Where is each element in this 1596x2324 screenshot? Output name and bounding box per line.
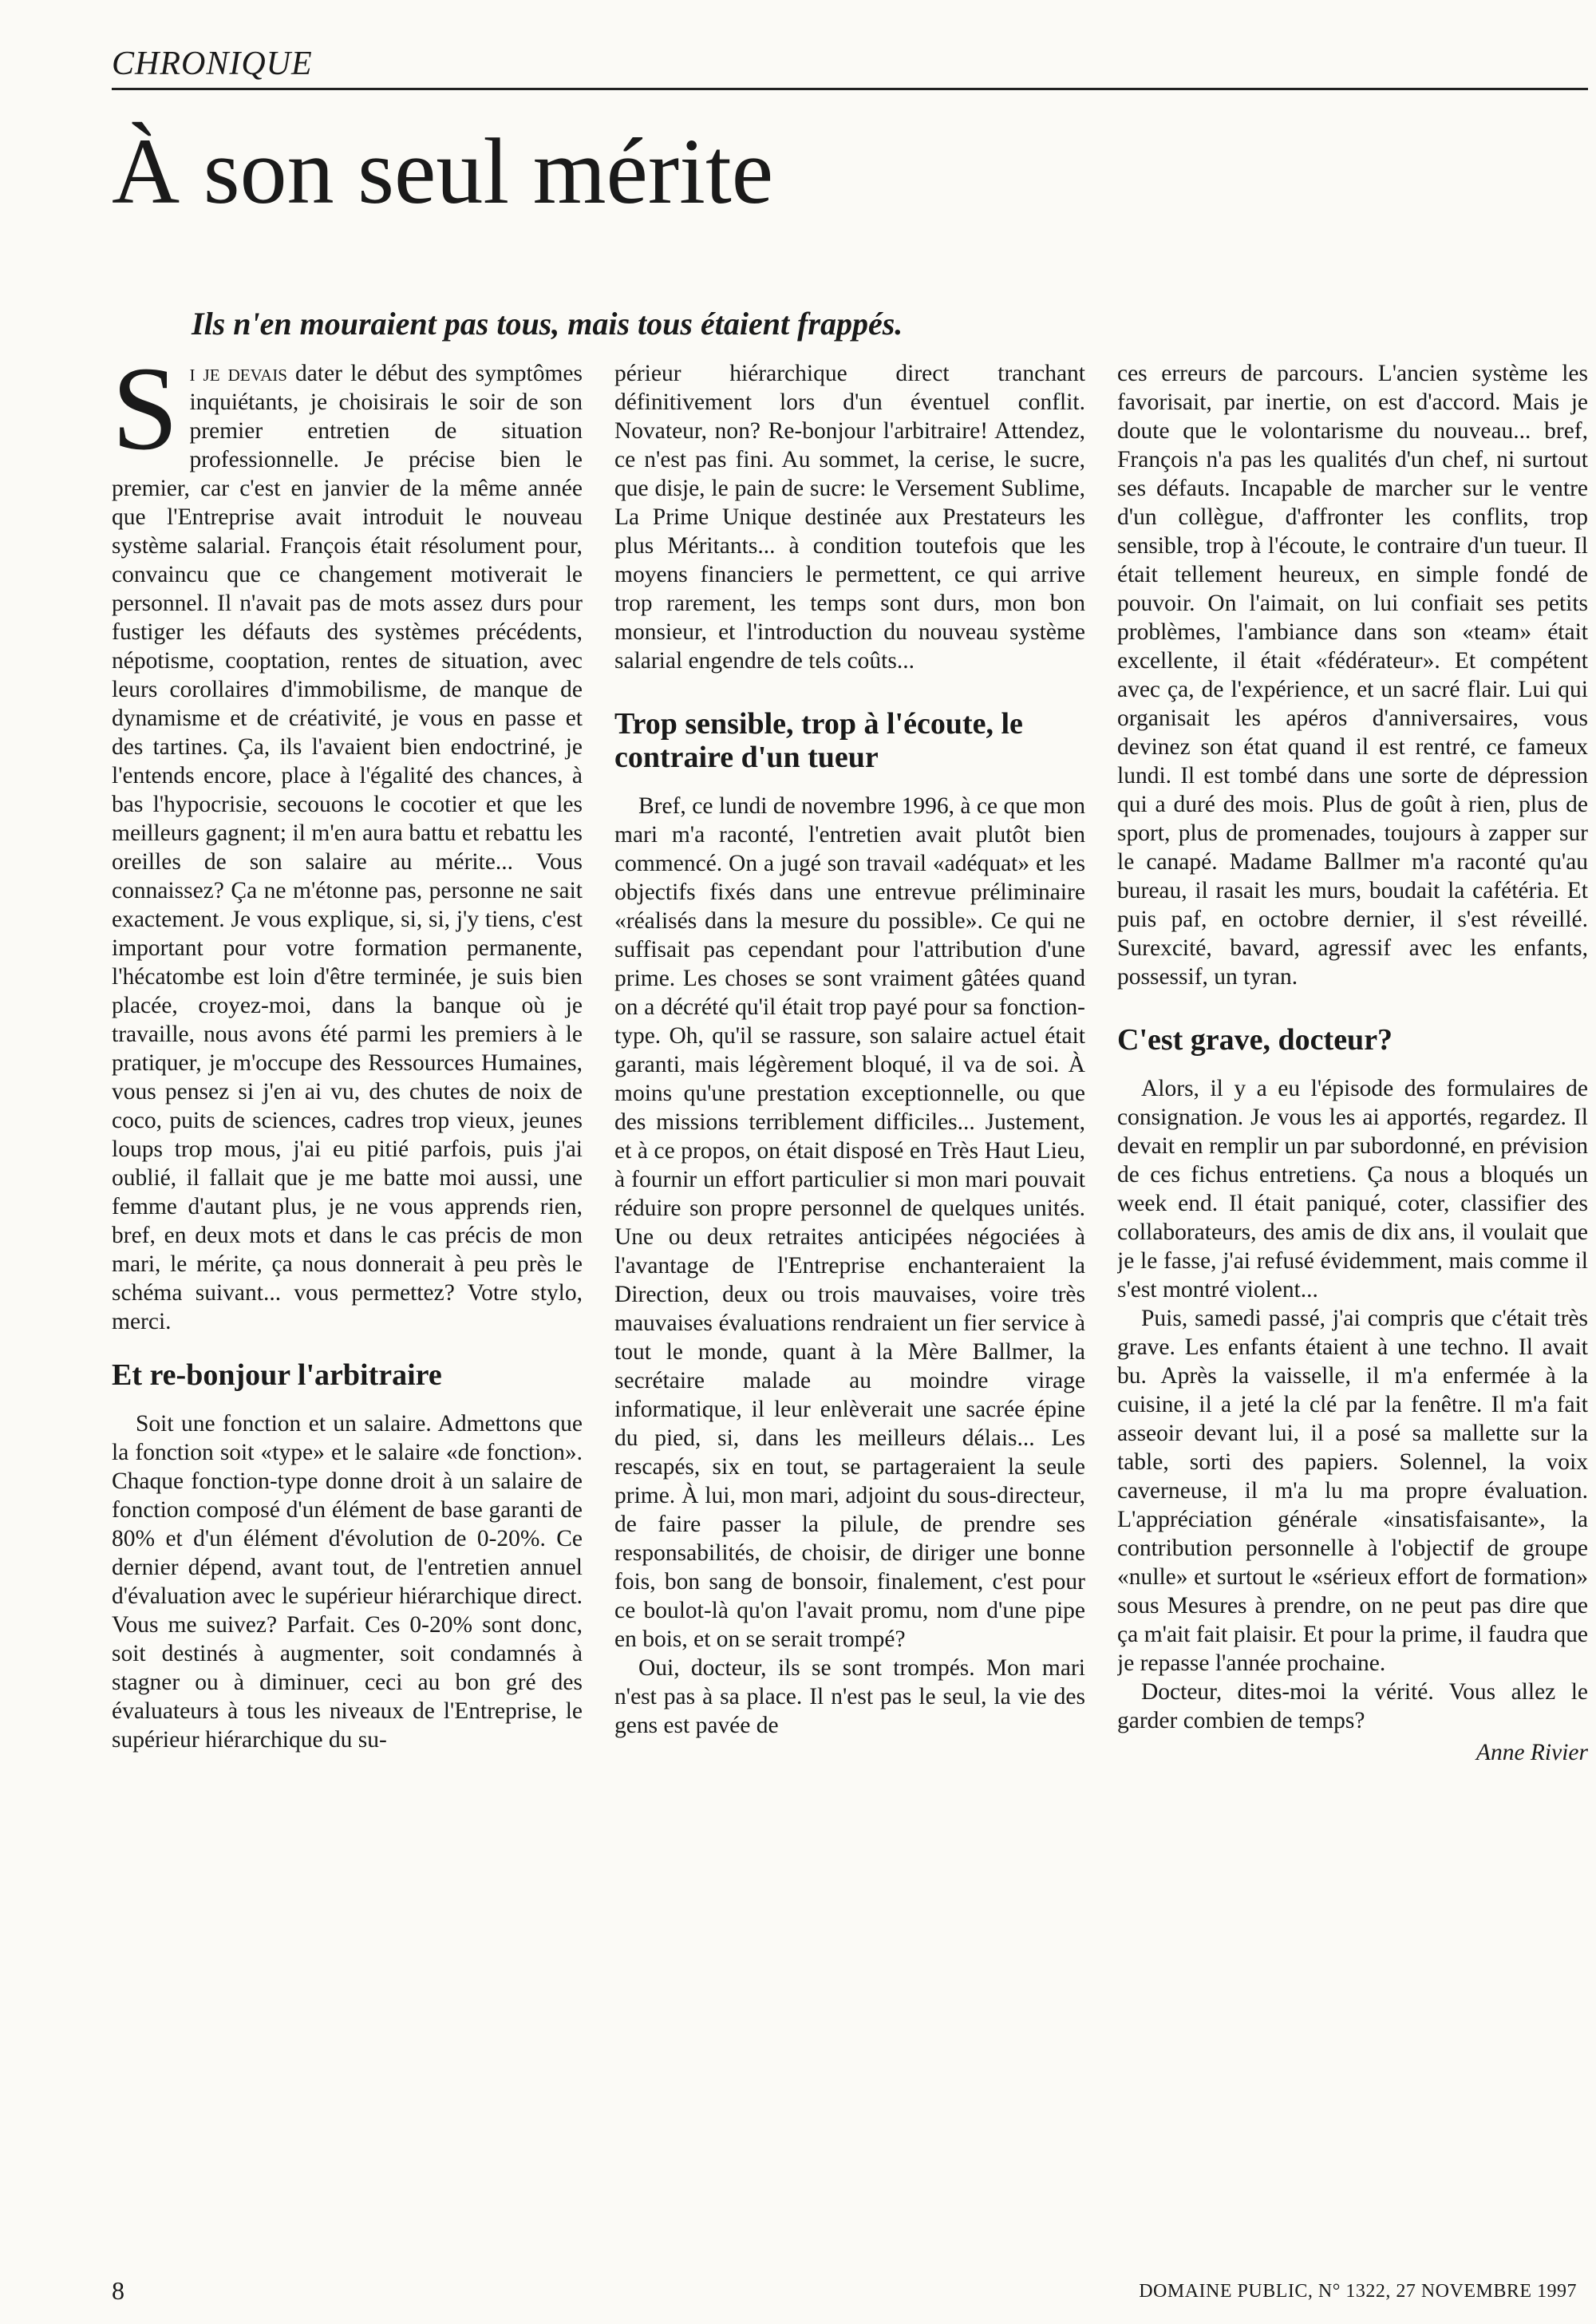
paragraph: périeur hiérarchique direct tranchant définitivement lors d'un éventuel conflit. Novateur, non? Re-bonjour l'arbitraire! Attendez, ce n'est pas fini. Au sommet, la cerise, le sucre, que disje, le pain de sucre: le Versement Sublime, La Prime Unique destinée aux Prestateurs les plus Méritants... à condition toutefois que les moyens financiers le permettent, ce qui arrive trop rarement, les temps sont durs, mon bon monsieur, et l'introduction du nouveau système salarial engendre de tels coûts... [614, 361, 1085, 674]
column-2 [614, 359, 1085, 2171]
paragraph: ces erreurs de parcours. L'ancien système les favorisait, par inertie, on est d'accord. Mais je doute que le volontarisme du nouveau... bref, François n'a pas les qualités d'un chef, ni surtout ses défauts. Incapable de marcher sur le ventre d'un collègue, d'affronter les conflits, trop sensible, trop à l'écoute, le contraire d'un tueur. Il était tellement heureux, en simple fondé de pouvoir. On l'aimait, on lui confiait ses petits problèmes, l'ambiance dans son «team» était excellente, il était «fédérateur». Et compétent avec ça, de l'expérience, et un sacré flair. Lui qui organisait les apéros d'anniversaires, vous devinez son état quand il est rentré, ce fameux lundi. Il est tombé dans une sorte de dépression qui a duré des mois. Plus de goût à rien, plus de sport, plus de promenades, toujours à zapper sur le canapé. Madame Ballmer m'a raconté qu'au bureau, il rasait les murs, boudait la cafétéria. Et puis paf, en octobre dernier, il s'est réveillé. Surexcité, bavard, agressif avec les enfants, possessif, un tyran. [1117, 361, 1588, 990]
column-1 [112, 359, 583, 2171]
rubric-label: CHRONIQUE [112, 45, 313, 82]
paragraph: Oui, docteur, ils se sont trompés. Mon mari n'est pas à sa place. Il n'est pas le seul, la vie des gens est pavée de [614, 1655, 1085, 1738]
article-body [112, 359, 1588, 2171]
paragraph: Docteur, dites-moi la vérité. Vous allez le garder combien de temps? [1117, 1679, 1588, 1733]
paragraph: Alors, il y a eu l'épisode des formulaires de consignation. Je vous les ai apportés, regardez. Il devait en remplir un par subordonné, en prévision de ces fichus entretiens. Ça nous a bloqués un week end. Il était paniqué, coter, classifier des collaborateurs, des amis de dix ans, il voulait que je le fasse, j'ai refusé évidemment, mais comme il s'est montré violent... [1117, 1076, 1588, 1302]
section-heading: Et re-bonjour l'arbitraire [112, 1358, 442, 1392]
article-title: À son seul mérite [112, 119, 774, 223]
section-heading: Trop sensible, trop à l'écoute, le contraire d'un tueur [614, 707, 1023, 774]
paragraph: Soit une fonction et un salaire. Admettons que la fonction soit «type» et le salaire «de fonction». Chaque fonction-type donne droit à un salaire de fonction composé d'un élément de base garanti de 80% et d'un élément d'évolution de 0-20%. Ce dernier dépend, avant tout, de l'entretien annuel d'évaluation avec le supérieur hiérarchique direct. Vous me suivez? Parfait. Ces 0-20% sont donc, soit destinés à augmenter, soit condamnés à stagner ou à diminuer, ceci au bon gré des évaluateurs à tous les niveaux de l'Entreprise, le supérieur hiérarchique du su- [112, 1411, 583, 1753]
section-heading: C'est grave, docteur? [1117, 1023, 1393, 1057]
header-rule [112, 88, 1588, 90]
paragraph: Bref, ce lundi de novembre 1996, à ce que mon mari m'a raconté, l'entretien avait plutôt bien commencé. On a jugé son travail «adéquat» et les objectifs fixés dans une entrevue préliminaire «réalisés dans la mesure du possible». Ce qui ne suffisait pas cependant pour l'attribution d'une prime. Les choses se sont vraiment gâtées quand on a décrété qu'il était trop payé pour sa fonction-type. Oh, qu'il se rassure, son salaire actuel était garanti, mais légèrement bloqué, il va de soi. À moins qu'une prestation exceptionnelle, ou que des missions terriblement difficiles... Justement, et à ce propos, on était disposé en Très Haut Lieu, à fournir un effort particulier si mon mari pouvait réduire son propre personnel de quelques unités. Une ou deux retraites anticipées négociées à l'avantage de l'Entreprise enchanteraient la Direction, deux ou trois mauvaises, voire très mauvaises évaluations rendraient un fier service à tout le monde, quant à la Mère Ballmer, la secrétaire malade au moindre virage informatique, il leur enlèverait une sacrée épine du pied, si, dans les meilleurs délais... Les rescapés, six en tout, se partageraient la seule prime. À lui, mon mari, adjoint du sous-directeur, de faire passer la pilule, de prendre ses responsabilités, de choisir, de diriger une bonne fois, bon sang de bonsoir, finalement, c'est pour ce boulot-là qu'on l'avait promu, nom d'une pipe en bois, et on se serait trompé? [614, 793, 1085, 1652]
column-3 [1117, 359, 1588, 2171]
drop-cap: S [112, 359, 179, 475]
lead-paragraph [112, 359, 583, 1336]
paragraph-text: dater le début des symptômes inquiétants, je choisirais le soir de son premier entretien de situation professionnelle. Je précise bien le premier, car c'est en janvier de la même année que l'Entreprise avait introduit le nouveau système salarial. François était résolument pour, convaincu que ce changement motiverait le personnel. Il n'avait pas de mots assez durs pour fustiger les défauts des systèmes précédents, népotisme, cooptation, rentes de situation, avec leurs corollaires d'immobilisme, de manque de dynamisme et de créativité, je vous en passe et des tartines. Ça, ils l'avaient bien endoctriné, je l'entends encore, place à l'égalité des chances, à bas l'hypocrisie, secouons le cocotier et que les meilleurs gagnent; il m'en aura battu et rebattu les oreilles de son salaire au mérite... Vous connaissez? Ça ne m'étonne pas, personne ne sait exactement. Je vous explique, si, si, j'y tiens, c'est important pour votre formation permanente, l'hécatombe est loin d'être terminée, je suis bien placée, croyez-moi, dans la banque où je travaille, nous avons été parmi les premiers à le pratiquer, je m'occupe des Ressources Humaines, vous pensez si j'en ai vu, des chutes de noix de coco, puits de sciences, cadres trop vieux, jeunes loups trop mous, j'ai eu pitié parfois, puis j'ai oublié, il fallait que je me batte moi aussi, une femme d'autant plus, je ne vous apprends rien, bref, en deux mots et dans le cas précis de mon mari, le mérite, ça nous donnerait à peu près le schéma suivant... vous permettez? Votre stylo, merci. [112, 361, 583, 1334]
paragraph: Puis, samedi passé, j'ai compris que c'était très grave. Les enfants étaient à une techno. Il avait bu. Après la vaisselle, il m'a enfermée à la cuisine, il a jeté la clé par la fenêtre. Il m'a fait asseoir devant lui, il a posé sa mallette sur la table, sorti des papiers. Solennel, la voix caverneuse, il m'a lu ma propre évaluation. L'appréciation générale «insatisfaisante», la contribution personnelle à l'objectif de groupe «nulle» et surtout le «sérieux effort de formation» sous Mesures à prendre, on ne peut pas dire que ça m'ait fait plaisir. Et pour la prime, il faudra que je repasse l'année prochaine. [1117, 1306, 1588, 1676]
publication-footer: DOMAINE PUBLIC, N° 1322, 27 NOVEMBRE 1997 [1139, 2281, 1577, 2302]
article-subtitle: Ils n'en mouraient pas tous, mais tous étaient frappés. [192, 306, 903, 342]
lead-smallcaps: i je devais [189, 361, 287, 386]
page-number: 8 [112, 2276, 124, 2305]
author-signature: Anne Rivier [1476, 1740, 1588, 1765]
